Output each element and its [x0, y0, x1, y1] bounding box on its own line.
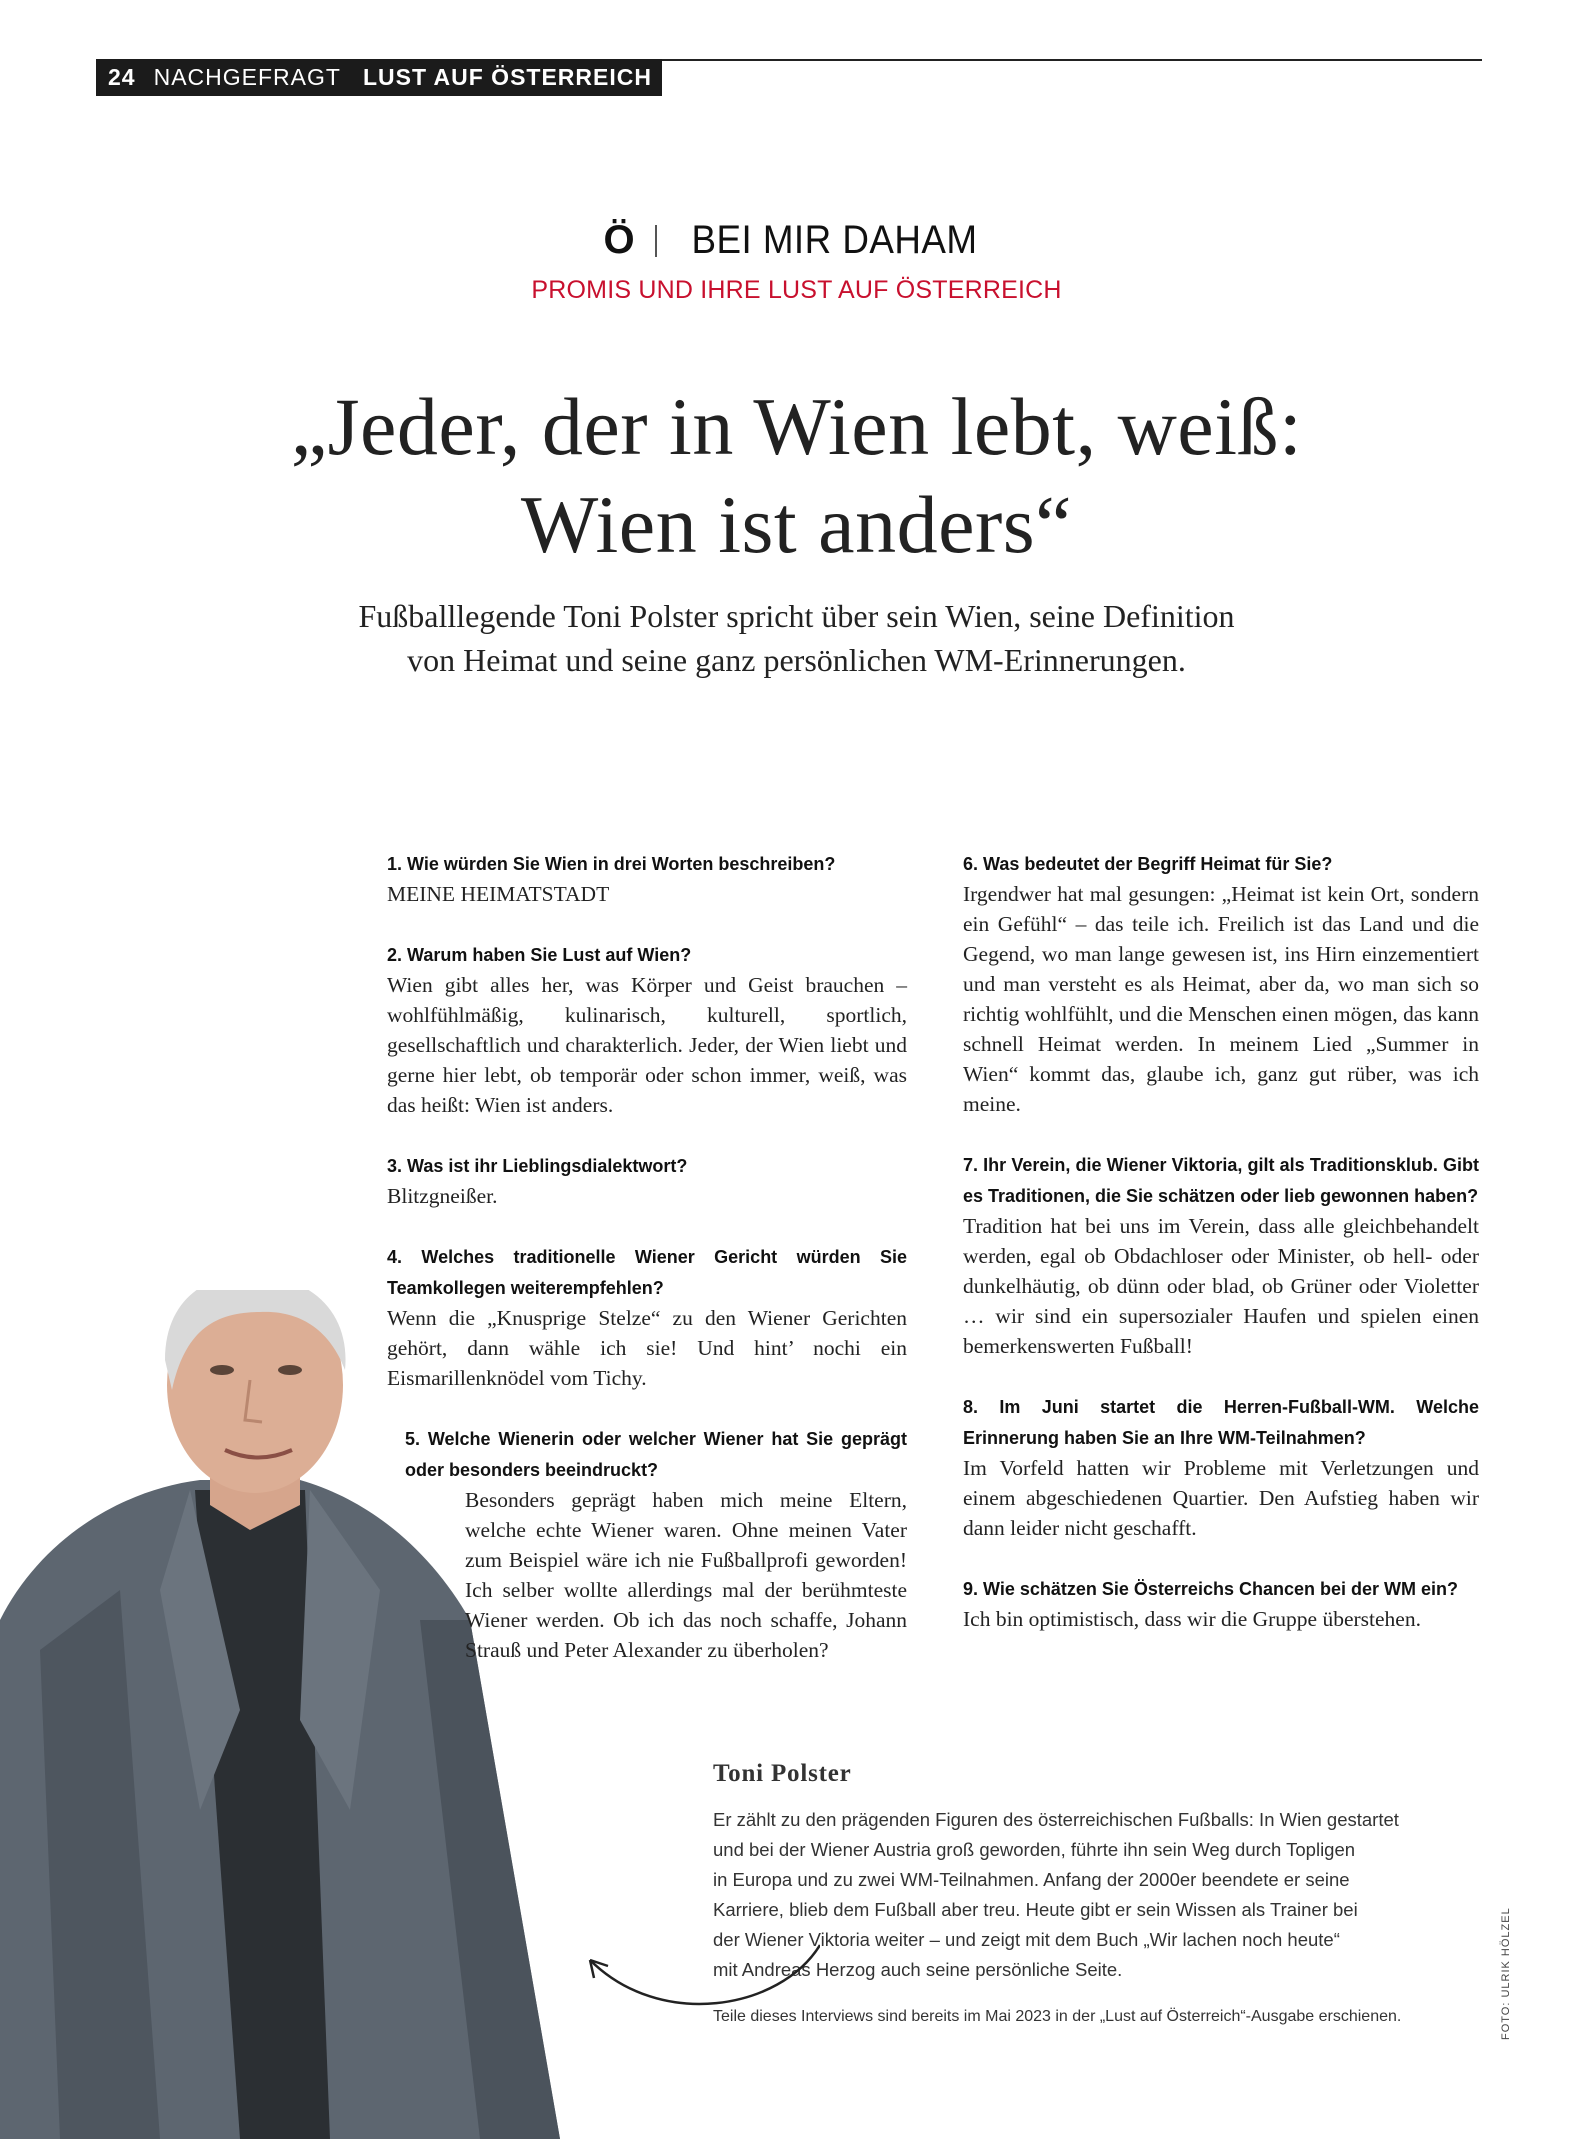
rubric-divider	[655, 225, 657, 257]
question: 6. Was bedeutet der Begriff Heimat für Sie?	[963, 854, 1333, 874]
interview-column-right	[963, 848, 1479, 1664]
qa-item	[387, 939, 907, 1120]
answer: Im Vorfeld hatten wir Probleme mit Verletzungen und einem abgeschiedenen Quartier. Den Aufstieg haben wir dann leider nicht geschafft.	[963, 1456, 1479, 1540]
answer: Wien gibt alles her, was Körper und Geist brauchen – wohlfühlmäßig, kulinarisch, kulturell, sportlich, gesellschaftlich und charakterlich. Jeder, der Wien liebt und gerne hier lebt, ob temporär oder schon immer, weiß, was das heißt: Wien ist anders.	[387, 973, 907, 1117]
answer: Irgendwer hat mal gesungen: „Heimat ist kein Ort, sondern ein Gefühl“ – das teile ich. Freilich ist das Land und die Gegend, wo man lange gewesen ist, ins Hirn einzementiert und man versteht es als Heimat, aber da, wo man sich so richtig wohlfühlt, und die Menschen einen mögen, das kann schnell Heimat werden. In meinem Lied „Summer in Wien“ kommt das, glaube ich, ganz gut rüber, was ich meine.	[963, 882, 1479, 1116]
standfirst-line-2: von Heimat und seine ganz persönlichen WM-Erinnerungen.	[407, 642, 1186, 678]
footnote: Teile dieses Interviews sind bereits im Mai 2023 in der „Lust auf Österreich“-Ausgabe erschienen.	[713, 2008, 1402, 2025]
answer: Wenn die „Knusprige Stelze“ zu den Wiener Gerichten gehört, dann wähle ich sie! Und hint’ nochi ein Eismarillenknödel vom Tichy.	[387, 1306, 907, 1390]
page-header	[96, 59, 662, 96]
kicker: PROMIS UND IHRE LUST AUF ÖSTERREICH	[531, 276, 1062, 304]
answer: Blitzgneißer.	[387, 1184, 498, 1208]
answer: Besonders geprägt haben mich meine Eltern, welche echte Wiener waren. Ohne meinen Vater zum Beispiel wäre ich nie Fußballprofi geworden! Ich selber wollte allerdings mal der berühmteste Wiener werden. Ob ich das noch schaffe, Johann Strauß und Peter Alexander zu überholen?	[465, 1488, 907, 1662]
bio-line: und bei der Wiener Austria groß geworden, führte ihn sein Weg durch Topligen	[713, 1839, 1356, 1860]
bio-line: Karriere, blieb dem Fußball aber treu. Heute gibt er sein Wissen als Trainer bei	[713, 1899, 1358, 1920]
qa-item	[963, 848, 1479, 1119]
interview-column-left	[387, 848, 907, 1695]
rubric	[0, 218, 1593, 263]
topic-label: LUST AUF ÖSTERREICH	[362, 64, 652, 90]
headline-line-2: Wien ist anders“	[520, 479, 1073, 570]
qa-item	[387, 1150, 907, 1211]
qa-item	[387, 1423, 907, 1665]
qa-item	[387, 1241, 907, 1393]
question: 4. Welches traditionelle Wiener Gericht würden Sie Teamkollegen weiterempfehlen?	[387, 1247, 907, 1298]
bio-line: mit Andreas Herzog auch seine persönliche Seite.	[713, 1959, 1123, 1980]
question: 2. Warum haben Sie Lust auf Wien?	[387, 945, 692, 965]
qa-item	[387, 848, 907, 909]
standfirst	[0, 594, 1593, 682]
page-number: 24	[108, 64, 136, 90]
question: 7. Ihr Verein, die Wiener Viktoria, gilt als Traditionsklub. Gibt es Traditionen, die Sie schätzen oder lieb gewonnen haben?	[963, 1155, 1479, 1206]
question: 8. Im Juni startet die Herren-Fußball-WM. Welche Erinnerung haben Sie an Ihre WM-Teilnahmen?	[963, 1397, 1479, 1448]
standfirst-line-1: Fußballlegende Toni Polster spricht über sein Wien, seine Definition	[358, 598, 1235, 634]
section-label: NACHGEFRAGT	[153, 64, 341, 90]
answer: Tradition hat bei uns im Verein, dass alle gleichbehandelt werden, egal ob Obdachloser oder Minister, ob hell- oder dunkelhäutig, ob dünn oder blad, ob Grüner oder Violetter … wir sind ein supersozialer Haufen und spielen einen bemerkenswerten Fußball!	[963, 1214, 1479, 1358]
question: 9. Wie schätzen Sie Österreichs Chancen bei der WM ein?	[963, 1579, 1458, 1599]
answer: Ich bin optimistisch, dass wir die Gruppe überstehen.	[963, 1607, 1421, 1631]
qa-item	[963, 1391, 1479, 1543]
qa-item	[963, 1573, 1479, 1634]
question: 3. Was ist ihr Lieblingsdialektwort?	[387, 1156, 688, 1176]
headline-line-1: „Jeder, der in Wien lebt, weiß:	[290, 381, 1303, 472]
brand-logo: Ö	[603, 218, 635, 262]
question: 5. Welche Wienerin oder welcher Wiener hat Sie geprägt oder besonders beeindruckt?	[405, 1429, 907, 1480]
bio-name: Toni Polster	[713, 1760, 852, 1787]
qa-item	[963, 1149, 1479, 1361]
bio-line: der Wiener Viktoria weiter – und zeigt mit dem Buch „Wir lachen noch heute“	[713, 1929, 1340, 1950]
bio-line: in Europa und zu zwei WM-Teilnahmen. Anfang der 2000er beendete er seine	[713, 1869, 1350, 1890]
rubric-title: BEI MIR DAHAM	[691, 218, 978, 262]
headline	[0, 378, 1593, 574]
bio-line: Er zählt zu den prägenden Figuren des österreichischen Fußballs: In Wien gestartet	[713, 1809, 1399, 1830]
question: 1. Wie würden Sie Wien in drei Worten beschreiben?	[387, 854, 836, 874]
answer: MEINE HEIMATSTADT	[387, 882, 610, 906]
photo-credit: FOTO: ULRIK HÖLZEL	[1500, 1907, 1512, 2040]
